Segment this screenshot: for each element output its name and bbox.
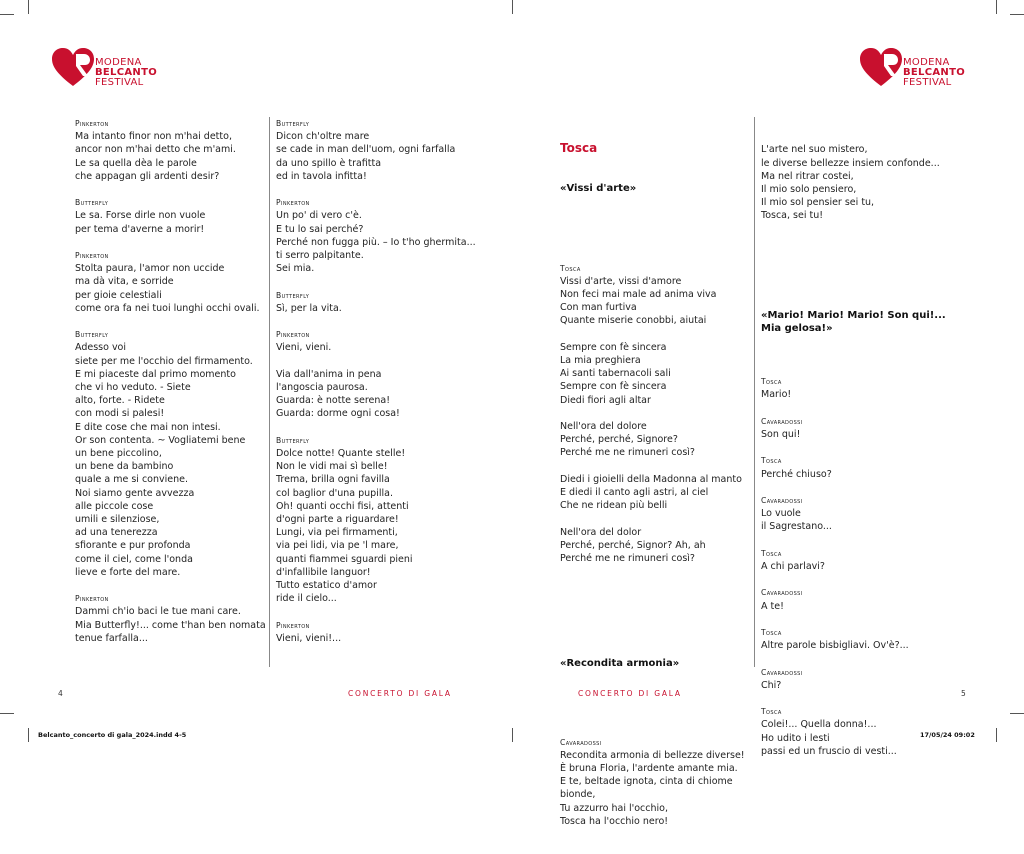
libretto-line: Mario! xyxy=(761,389,792,401)
libretto-line: un bene da bambino xyxy=(75,461,174,473)
speaker-name: Tosca xyxy=(761,377,782,387)
dialogue-block xyxy=(560,736,745,828)
speaker-name: Butterfly xyxy=(276,290,310,300)
libretto-line: per gioie celestiali xyxy=(75,289,162,301)
libretto-line: lieve e forte del mare. xyxy=(75,566,181,578)
libretto-line: le diverse bellezze insiem confonde... xyxy=(761,157,940,169)
libretto-line: Adesso voi xyxy=(75,342,127,354)
libretto-line: Dicon ch'oltre mare xyxy=(276,131,370,143)
libretto-line: da uno spillo è trafitta xyxy=(276,157,382,169)
dialogue-block xyxy=(276,619,476,645)
libretto-line: ride il cielo... xyxy=(276,593,337,605)
dialogue-block xyxy=(75,249,266,315)
libretto-line: Trema, brilla ogni favilla xyxy=(276,474,390,486)
aria-title-recondita-armonia: «Recondita armonia» xyxy=(560,658,680,670)
logo-word-festival: FESTIVAL xyxy=(903,77,952,88)
libretto-line: d'infallibile languor! xyxy=(276,566,371,578)
dialogue-block xyxy=(560,262,745,328)
libretto-line: siete per me l'occhio del firmamento. xyxy=(75,355,253,367)
festival-logo-right xyxy=(858,46,978,96)
libretto-line: con modi si palesi! xyxy=(75,408,165,420)
dialogue-block xyxy=(75,592,266,645)
libretto-line: l'angoscia paurosa. xyxy=(276,382,368,393)
libretto-line: Perché, perché, Signore? xyxy=(560,434,678,446)
libretto-line: Che ne ridean più belli xyxy=(560,500,668,512)
libretto-line: Ho udito i lesti xyxy=(761,732,830,744)
dialogue-block xyxy=(276,117,476,183)
libretto-line: via pei lidi, via pe 'l mare, xyxy=(276,540,399,552)
crop-mark xyxy=(996,728,997,742)
libretto-line: Colei!... Quella donna!... xyxy=(761,719,877,731)
heart-logo-icon xyxy=(50,46,96,88)
libretto-line: Un po' di vero c'è. xyxy=(276,210,362,222)
dialogue-block xyxy=(560,473,745,513)
opera-title: Tosca xyxy=(560,141,598,156)
dialogue-block xyxy=(75,196,266,236)
libretto-line: Or son contenta. ~ Vogliatemi bene xyxy=(75,434,246,446)
libretto-line: ed in tavola infitta! xyxy=(276,170,367,182)
libretto-line: bionde, xyxy=(560,789,596,801)
libretto-line: d'ogni parte a riguardare! xyxy=(276,514,399,526)
crop-mark xyxy=(1010,713,1024,714)
libretto-line: E dite cose che mai non intesi. xyxy=(75,421,221,433)
festival-logo-left xyxy=(50,46,170,96)
libretto-line: Lungi, via pei firmamenti, xyxy=(276,527,398,539)
speaker-name: Pinkerton xyxy=(75,251,109,260)
crop-mark xyxy=(1010,14,1024,15)
page-number-right: 5 xyxy=(961,689,966,698)
libretto-line: Con man furtiva xyxy=(560,302,637,314)
libretto-line: La mia preghiera xyxy=(560,355,641,367)
libretto-line: Recondita armonia di bellezze diverse! xyxy=(560,749,745,761)
logo-word-belcanto: BELCANTO xyxy=(903,67,965,78)
libretto-line: Noi siamo gente avvezza xyxy=(75,487,195,499)
scene-title-line: «Mario! Mario! Mario! Son qui!... xyxy=(761,309,946,321)
libretto-line: che appagan gli ardenti desir? xyxy=(75,170,220,182)
libretto-line: Stolta paura, l'amor non uccide xyxy=(75,263,225,275)
dialogue-block xyxy=(761,415,946,441)
libretto-line: Tosca, sei tu! xyxy=(761,210,824,222)
libretto-line: Vieni, vieni. xyxy=(276,342,332,354)
libretto-line: A chi parlavi? xyxy=(761,561,825,572)
libretto-column-2 xyxy=(276,117,476,658)
crop-mark xyxy=(0,713,14,714)
crop-mark xyxy=(512,0,513,14)
speaker-name: Pinkerton xyxy=(75,594,109,604)
libretto-line: Perché chiuso? xyxy=(761,468,832,480)
libretto-line: alle piccole cose xyxy=(75,500,154,512)
libretto-line: Via dall'anima in pena xyxy=(276,368,382,380)
column-divider xyxy=(754,117,755,667)
libretto-line: Le sa quella dèa le parole xyxy=(75,157,197,169)
dialogue-block xyxy=(75,328,266,579)
libretto-line: tenue farfalla... xyxy=(75,632,148,644)
page-number-left: 4 xyxy=(58,689,63,698)
dialogue-block xyxy=(276,328,476,354)
libretto-line: Perché, perché, Signor? Ah, ah xyxy=(560,539,706,551)
libretto-line: Ma intanto finor non m'hai detto, xyxy=(75,131,232,143)
speaker-name: Butterfly xyxy=(75,330,109,340)
libretto-line: Non feci mai male ad anima viva xyxy=(560,289,717,301)
libretto-line: Tutto estatico d'amor xyxy=(276,580,377,592)
speaker-name: Tosca xyxy=(761,548,782,558)
libretto-line: Son qui! xyxy=(761,429,801,441)
crop-mark xyxy=(996,0,997,14)
dialogue-block xyxy=(276,368,476,421)
libretto-line: Dolce notte! Quante stelle! xyxy=(276,448,406,459)
libretto-line: Il mio solo pensiero, xyxy=(761,184,857,196)
heart-logo-icon xyxy=(858,46,904,88)
libretto-line: Perché me ne rimuneri così? xyxy=(560,447,695,459)
libretto-line: Diedi fiori agli altar xyxy=(560,394,651,406)
speaker-name: Cavaradossi xyxy=(761,667,803,677)
print-slug-file: Belcanto_concerto di gala_2024.indd 4-5 xyxy=(38,731,187,739)
libretto-line: ti serro palpitante. xyxy=(276,250,364,262)
libretto-line: un bene piccolino, xyxy=(75,448,162,460)
dialogue-block xyxy=(560,341,745,407)
libretto-line: ma dà vita, e sorride xyxy=(75,276,174,288)
libretto-column-4 xyxy=(761,117,946,784)
libretto-column-1 xyxy=(75,117,266,658)
libretto-line: il Sagrestano... xyxy=(761,521,832,533)
libretto-line: E tu lo sai perché? xyxy=(276,223,364,235)
libretto-line: E mi piaceste dal primo momento xyxy=(75,368,236,380)
libretto-line: Il mio sol pensier sei tu, xyxy=(761,197,875,209)
dialogue-block xyxy=(761,705,946,758)
speaker-name: Butterfly xyxy=(75,198,109,208)
logo-word-belcanto: BELCANTO xyxy=(95,67,157,78)
libretto-line: E diedi il canto agli astri, al ciel xyxy=(560,487,709,499)
libretto-line: quanti fiammei sguardi pieni xyxy=(276,553,413,565)
libretto-line: alto, forte. - Ridete xyxy=(75,395,165,407)
libretto-line: Guarda: è notte serena! xyxy=(276,395,391,407)
column-divider xyxy=(269,117,270,667)
libretto-line: Ma nel ritrar costei, xyxy=(761,170,854,182)
crop-mark xyxy=(512,728,513,742)
dialogue-block xyxy=(761,586,946,612)
scene-title-line: Mia gelosa!» xyxy=(761,323,833,335)
libretto-line: Perché non fugga più. – Io t'ho ghermita... xyxy=(276,236,476,248)
logo-word-modena: MODENA xyxy=(903,57,950,68)
libretto-line: Nell'ora del dolor xyxy=(560,526,642,538)
libretto-line: che vi ho veduto. - Siete xyxy=(75,382,191,394)
libretto-line: passi ed un fruscio di vesti... xyxy=(761,745,897,757)
speaker-name: Pinkerton xyxy=(276,330,310,340)
dialogue-block xyxy=(560,420,745,460)
dialogue-block xyxy=(761,375,946,401)
footer-title-left: CONCERTO DI GALA xyxy=(348,689,452,698)
libretto-line: come il ciel, come l'onda xyxy=(75,553,193,565)
speaker-name: Butterfly xyxy=(276,435,310,445)
dialogue-block xyxy=(761,626,946,652)
speaker-name: Cavaradossi xyxy=(761,416,803,426)
libretto-line: Dammi ch'io baci le tue mani care. xyxy=(75,606,241,618)
libretto-line: Sempre con fè sincera xyxy=(560,341,667,353)
libretto-line: Diedi i gioielli della Madonna al manto xyxy=(560,473,742,485)
libretto-line: Vissi d'arte, vissi d'amore xyxy=(560,275,682,287)
logo-word-festival: FESTIVAL xyxy=(95,77,144,88)
libretto-line: Tosca ha l'occhio nero! xyxy=(560,815,669,827)
libretto-line: ad una tenerezza xyxy=(75,527,158,539)
speaker-name: Pinkerton xyxy=(276,198,310,208)
libretto-line: sfiorante e pur profonda xyxy=(75,540,191,552)
speaker-name: Tosca xyxy=(761,707,782,717)
libretto-line: Chi? xyxy=(761,679,782,691)
speaker-name: Pinkerton xyxy=(276,620,310,630)
dialogue-block xyxy=(560,526,745,566)
print-slug-date: 17/05/24 09:02 xyxy=(920,731,975,739)
aria-title-vissi-darte: «Vissi d'arte» xyxy=(560,182,637,194)
dialogue-block xyxy=(761,494,946,534)
dialogue-block xyxy=(761,547,946,573)
libretto-line: col baglior d'una pupilla. xyxy=(276,487,393,499)
libretto-line: se cade in man dell'uom, ogni farfalla xyxy=(276,144,456,156)
libretto-line: Ai santi tabernacoli sali xyxy=(560,368,671,380)
speaker-name: Tosca xyxy=(761,456,782,466)
speaker-name: Pinkerton xyxy=(75,119,109,128)
libretto-column-3 xyxy=(560,115,745,854)
libretto-line: A te! xyxy=(761,600,784,612)
libretto-line: umili e silenziose, xyxy=(75,514,160,526)
speaker-name: Cavaradossi xyxy=(761,496,803,505)
libretto-line: Sempre con fè sincera xyxy=(560,381,667,393)
libretto-line: È bruna Floria, l'ardente amante mia. xyxy=(560,762,738,774)
libretto-line: Nell'ora del dolore xyxy=(560,421,647,433)
libretto-line: come ora fa nei tuoi lunghi occhi ovali. xyxy=(75,302,260,314)
libretto-line: E te, beltade ignota, cinta di chiome xyxy=(560,776,733,788)
speaker-name: Butterfly xyxy=(276,119,310,128)
libretto-line: Perché me ne rimuneri così? xyxy=(560,553,695,565)
libretto-line: Non le vidi mai sì belle! xyxy=(276,461,388,473)
crop-mark xyxy=(28,728,29,742)
dialogue-block xyxy=(276,196,476,275)
libretto-line: L'arte nel suo mistero, xyxy=(761,144,868,156)
libretto-line: Sei mia. xyxy=(276,263,315,275)
dialogue-block xyxy=(276,289,476,315)
libretto-line: Tu azzurro hai l'occhio, xyxy=(560,802,668,814)
libretto-line: ancor non m'hai detto che m'ami. xyxy=(75,144,236,156)
dialogue-block xyxy=(761,666,946,692)
libretto-line: Guarda: dorme ogni cosa! xyxy=(276,408,400,420)
libretto-line: Vieni, vieni!... xyxy=(276,632,342,644)
libretto-line: Oh! quanti occhi fisi, attenti xyxy=(276,500,409,512)
libretto-line: Lo vuole xyxy=(761,508,801,520)
libretto-line: Mia Butterfly!... come t'han ben nomata xyxy=(75,619,266,631)
dialogue-block xyxy=(75,117,266,183)
footer-title-right: CONCERTO DI GALA xyxy=(578,689,682,698)
libretto-line: Quante miserie conobbi, aiutai xyxy=(560,315,707,327)
dialogue-block xyxy=(761,454,946,480)
libretto-line: Sì, per la vita. xyxy=(276,302,342,314)
libretto-line: quale a me si conviene. xyxy=(75,474,188,486)
libretto-line: Altre parole bisbigliavi. Ov'è?... xyxy=(761,640,909,652)
libretto-line: Le sa. Forse dirle non vuole xyxy=(75,210,206,222)
dialogue-block xyxy=(276,434,476,606)
speaker-name: Tosca xyxy=(761,627,782,637)
libretto-line: per tema d'averne a morir! xyxy=(75,223,205,235)
speaker-name: Cavaradossi xyxy=(560,737,602,747)
crop-mark xyxy=(28,0,29,14)
logo-word-modena: MODENA xyxy=(95,57,142,68)
speaker-name: Cavaradossi xyxy=(761,588,803,598)
speaker-name: Tosca xyxy=(560,263,581,273)
crop-mark xyxy=(0,14,14,15)
